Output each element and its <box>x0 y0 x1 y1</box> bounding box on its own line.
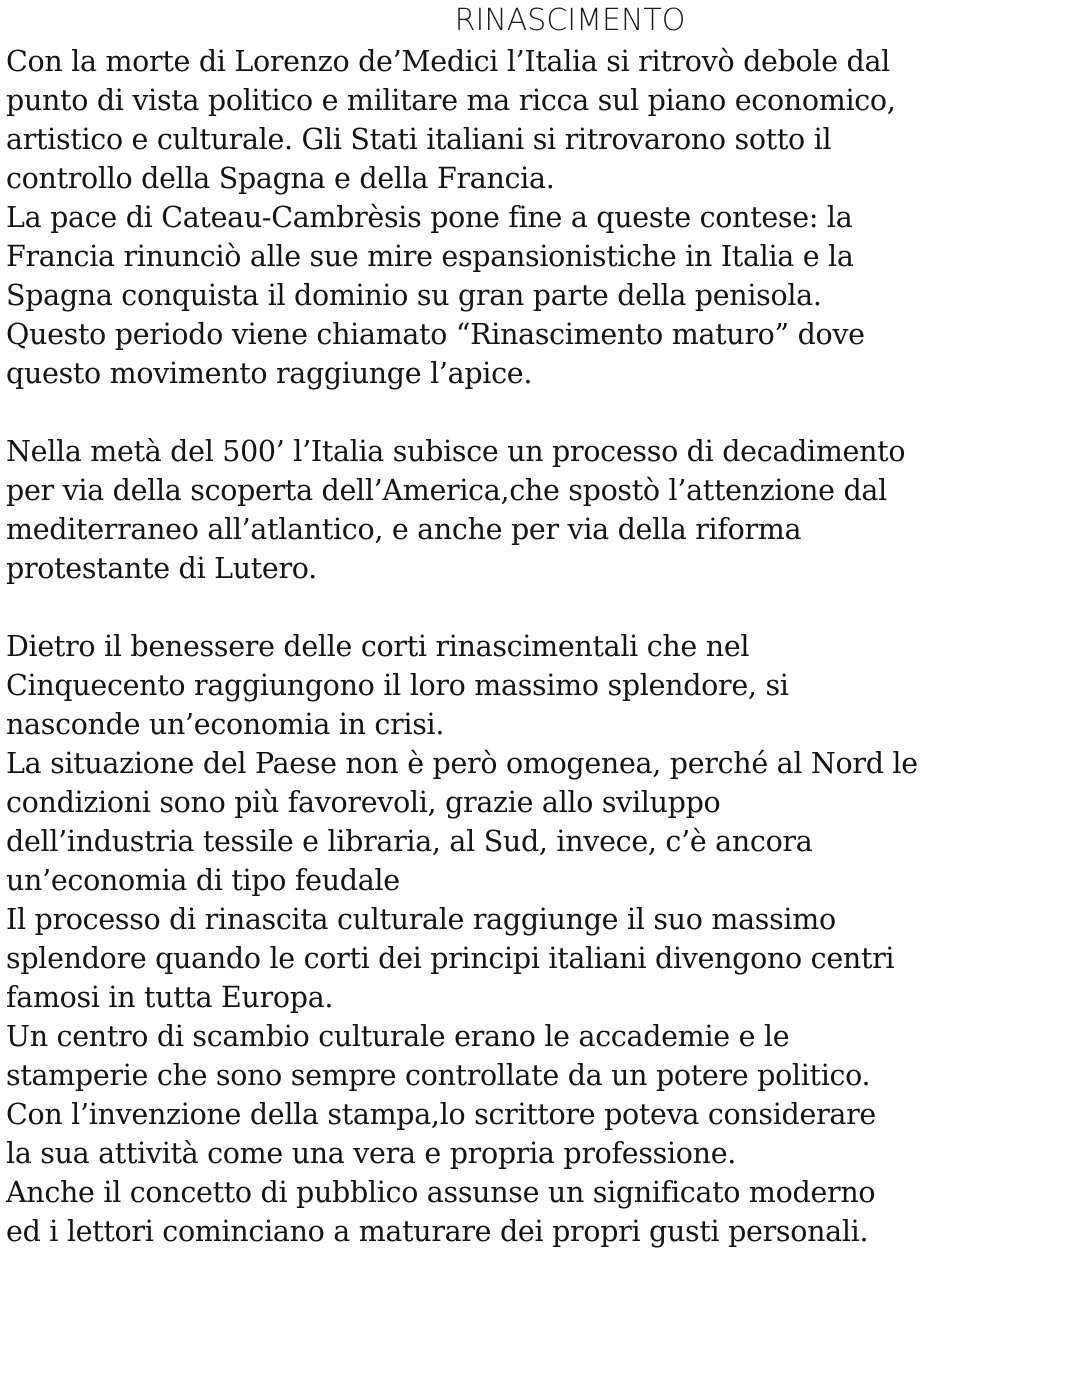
text-line: Cinquecento raggiungono il loro massimo splendore, si <box>6 669 789 702</box>
text-line: la sua attività come una vera e propria professione. <box>6 1137 737 1170</box>
text-line: Con l’invenzione della stampa,lo scrittore poteva considerare <box>6 1098 876 1131</box>
text-line: condizioni sono più favorevoli, grazie allo sviluppo <box>6 786 721 819</box>
text-line: Il processo di rinascita culturale raggiunge il suo massimo <box>6 903 836 936</box>
text-line: controllo della Spagna e della Francia. <box>6 162 555 195</box>
text-line: punto di vista politico e militare ma ricca sul piano economico, <box>6 84 896 117</box>
text-line: Con la morte di Lorenzo de’Medici l’Italia si ritrovò debole dal <box>6 45 890 78</box>
paragraph-gap <box>6 588 1076 627</box>
text-line: Dietro il benessere delle corti rinascimentali che nel <box>6 630 750 663</box>
text-line: famosi in tutta Europa. <box>6 981 334 1014</box>
text-line: questo movimento raggiunge l’apice. <box>6 357 533 390</box>
text-line: Un centro di scambio culturale erano le accademie e le <box>6 1020 790 1053</box>
text-line: Francia rinunciò alle sue mire espansionistiche in Italia e la <box>6 240 854 273</box>
text-line: artistico e culturale. Gli Stati italiani si ritrovarono sotto il <box>6 123 832 156</box>
text-line: Spagna conquista il dominio su gran parte della penisola. <box>6 279 822 312</box>
text-line: dell’industria tessile e libraria, al Sud, invece, c’è ancora <box>6 825 813 858</box>
text-line: mediterraneo all’atlantico, e anche per via della riforma <box>6 513 802 546</box>
text-line: La pace di Cateau-Cambrèsis pone fine a queste contese: la <box>6 201 853 234</box>
text-line: Questo periodo viene chiamato “Rinascimento maturo” dove <box>6 318 865 351</box>
page-title: RINASCIMENTO <box>454 3 686 38</box>
text-line: Nella metà del 500’ l’Italia subisce un processo di decadimento <box>6 435 906 468</box>
text-line: Anche il concetto di pubblico assunse un significato moderno <box>6 1176 876 1209</box>
text-line: per via della scoperta dell’America,che spostò l’attenzione dal <box>6 474 887 507</box>
document-body <box>6 42 1076 1251</box>
text-line: protestante di Lutero. <box>6 552 317 585</box>
text-line: nasconde un’economia in crisi. <box>6 708 445 741</box>
text-line: ed i lettori cominciano a maturare dei propri gusti personali. <box>6 1215 869 1248</box>
text-line: splendore quando le corti dei principi italiani divengono centri <box>6 942 895 975</box>
text-line: La situazione del Paese non è però omogenea, perché al Nord le <box>6 747 918 780</box>
text-line: un’economia di tipo feudale <box>6 864 400 897</box>
paragraph-gap <box>6 393 1076 432</box>
text-line: stamperie che sono sempre controllate da un potere politico. <box>6 1059 871 1092</box>
